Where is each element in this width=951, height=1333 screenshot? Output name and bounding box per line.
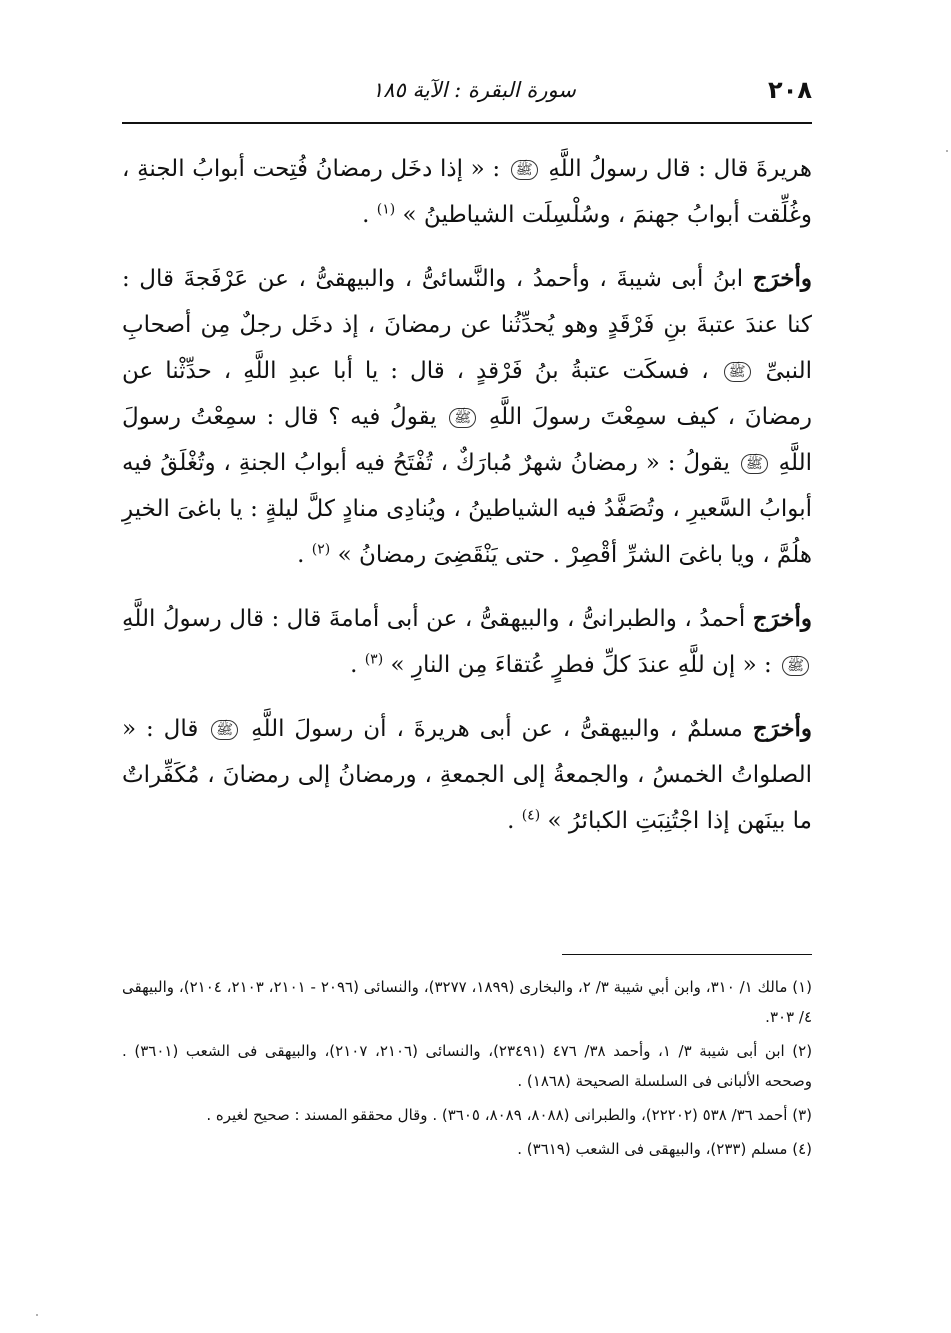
running-title: سورة البقرة : الآية ١٨٥ xyxy=(372,78,576,102)
paragraph-end: . xyxy=(350,652,358,678)
paragraph-text: يقولُ : « رمضانُ شهرٌ مُبارَكٌ ، تُفْتَحُ فيه أبوابُ الجنةِ ، وتُغْلَقُ فيه أبوابُ السَّعيرِ ، وتُصَفَّدُ فيه الشياطينُ ، ويُنادِى منادٍ كلَّ ليلةٍ : يا باغىَ الخيرِ هلُمَّ ، ويا باغىَ الشرِّ أقْصِرْ . حتى يَنْقَضِىَ رمضانُ » xyxy=(122,450,812,568)
footnote-separator xyxy=(562,954,812,955)
book-page xyxy=(122,66,812,1296)
paragraph-text: : « إذا دخَل رمضانُ فُتِحت أبوابُ الجنةِ ، وغُلِّقت أبوابُ جهنمَ ، وسُلْسِلَت الشياطينُ » xyxy=(122,156,812,228)
salutation-glyph: ﷺ xyxy=(211,720,238,740)
paragraph-text: مسلمٌ ، والبيهقىُّ ، عن أبى هريرةَ ، أن رسولَ اللَّهِ xyxy=(251,716,743,742)
footnote-2: (٢) ابن أبى شيبة ٣/ ١، وأحمد ٣٨/ ٤٧٦ (٢٣٤٩١)، والنسائى (٢١٠٦، ٢١٠٧)، والبيهقى فى الشعب (٣٦٠١) . وصححه الألبانى فى السلسلة الصحيحة (١٨٦٨) . xyxy=(122,1042,813,1090)
scan-speck xyxy=(946,150,948,152)
paragraph-lead: وأخرَج xyxy=(752,265,812,292)
scan-speck xyxy=(36,1314,38,1316)
footnote-ref: (٢) xyxy=(311,541,331,558)
footnotes xyxy=(122,972,812,1168)
footnote-ref: (١) xyxy=(376,201,396,218)
page-number: ٢٠٨ xyxy=(768,76,812,104)
salutation-glyph: ﷺ xyxy=(511,160,538,180)
header-rule xyxy=(122,122,812,124)
page-header xyxy=(122,66,812,114)
footnote-4: (٤) مسلم (٢٣٣)، والبيهقى فى الشعب (٣٦١٩) . xyxy=(517,1140,812,1158)
footnote-3: (٣) أحمد ٣٦/ ٥٣٨ (٢٢٢٠٢)، والطبرانى (٨٠٨٨، ٨٠٨٩، ٣٦٠٥) . وقال محققو المسند : صحيح لغيره . xyxy=(206,1106,812,1124)
salutation-glyph: ﷺ xyxy=(782,656,809,676)
salutation-glyph: ﷺ xyxy=(724,362,751,382)
paragraph-3 xyxy=(122,596,812,688)
paragraph-text: يقولُ فيه ؟ قال : سمِعْتُ رسولَ اللَّهِ xyxy=(122,404,813,476)
paragraph-text: ابنُ أبى شيبةَ ، وأحمدُ ، والنَّسائىُّ ، والبيهقىُّ ، عن عَرْفَجةَ قال : كنا عندَ عتبةَ بنِ فَرْقَدٍ وهو يُحدِّثُنا عن رمضانَ ، إذ دخَل رجلٌ مِن أصحابِ النبىِّ xyxy=(122,266,813,384)
salutation-glyph: ﷺ xyxy=(741,454,768,474)
salutation-glyph: ﷺ xyxy=(449,408,476,428)
paragraph-end: . xyxy=(507,808,515,834)
paragraph-4 xyxy=(122,706,812,844)
paragraph-text: أحمدُ ، والطبرانىُّ ، والبيهقىُّ ، عن أبى أمامةَ قال : قال رسولُ اللَّهِ xyxy=(122,606,746,632)
paragraph-end: . xyxy=(297,542,305,568)
paragraph-text: ، فسكَت عتبةُ بنُ فَرْقدٍ ، قال : يا أبا عبدِ اللَّهِ ، حدِّثْنا عن رمضانَ ، كيف سمِعْتَ رسولَ اللَّهِ xyxy=(122,358,813,430)
body-text xyxy=(122,146,812,862)
footnote-ref: (٤) xyxy=(521,807,541,824)
footnote-ref: (٣) xyxy=(364,651,384,668)
paragraph-text: : « إن للَّهِ عندَ كلِّ فطرٍ عُتقاءَ مِن النارِ » xyxy=(390,652,772,678)
paragraph-text: قال : « الصلواتُ الخمسُ ، والجمعةُ إلى الجمعةِ ، ورمضانُ إلى رمضانَ ، مُكَفِّراتٌ ما بينَهن إذا اجْتُنِبَتِ الكبائرُ » xyxy=(122,716,812,834)
paragraph-lead: وأخرَج xyxy=(752,605,812,632)
footnote-1: (١) مالك ١/ ٣١٠، وابن أبي شيبة ٣/ ٢، والبخارى (١٨٩٩، ٣٢٧٧)، والنسائى (٢٠٩٦ - ٢١٠١، ٢١٠٣، ٢١٠٤)، والبيهقى ٤/ ٣٠٣. xyxy=(122,978,813,1026)
paragraph-1 xyxy=(122,146,812,238)
paragraph-2 xyxy=(122,256,812,578)
paragraph-end: . xyxy=(362,202,370,228)
paragraph-text: هريرةَ قال : قال رسولُ اللَّهِ xyxy=(548,156,812,182)
paragraph-lead: وأخرَج xyxy=(752,715,813,742)
